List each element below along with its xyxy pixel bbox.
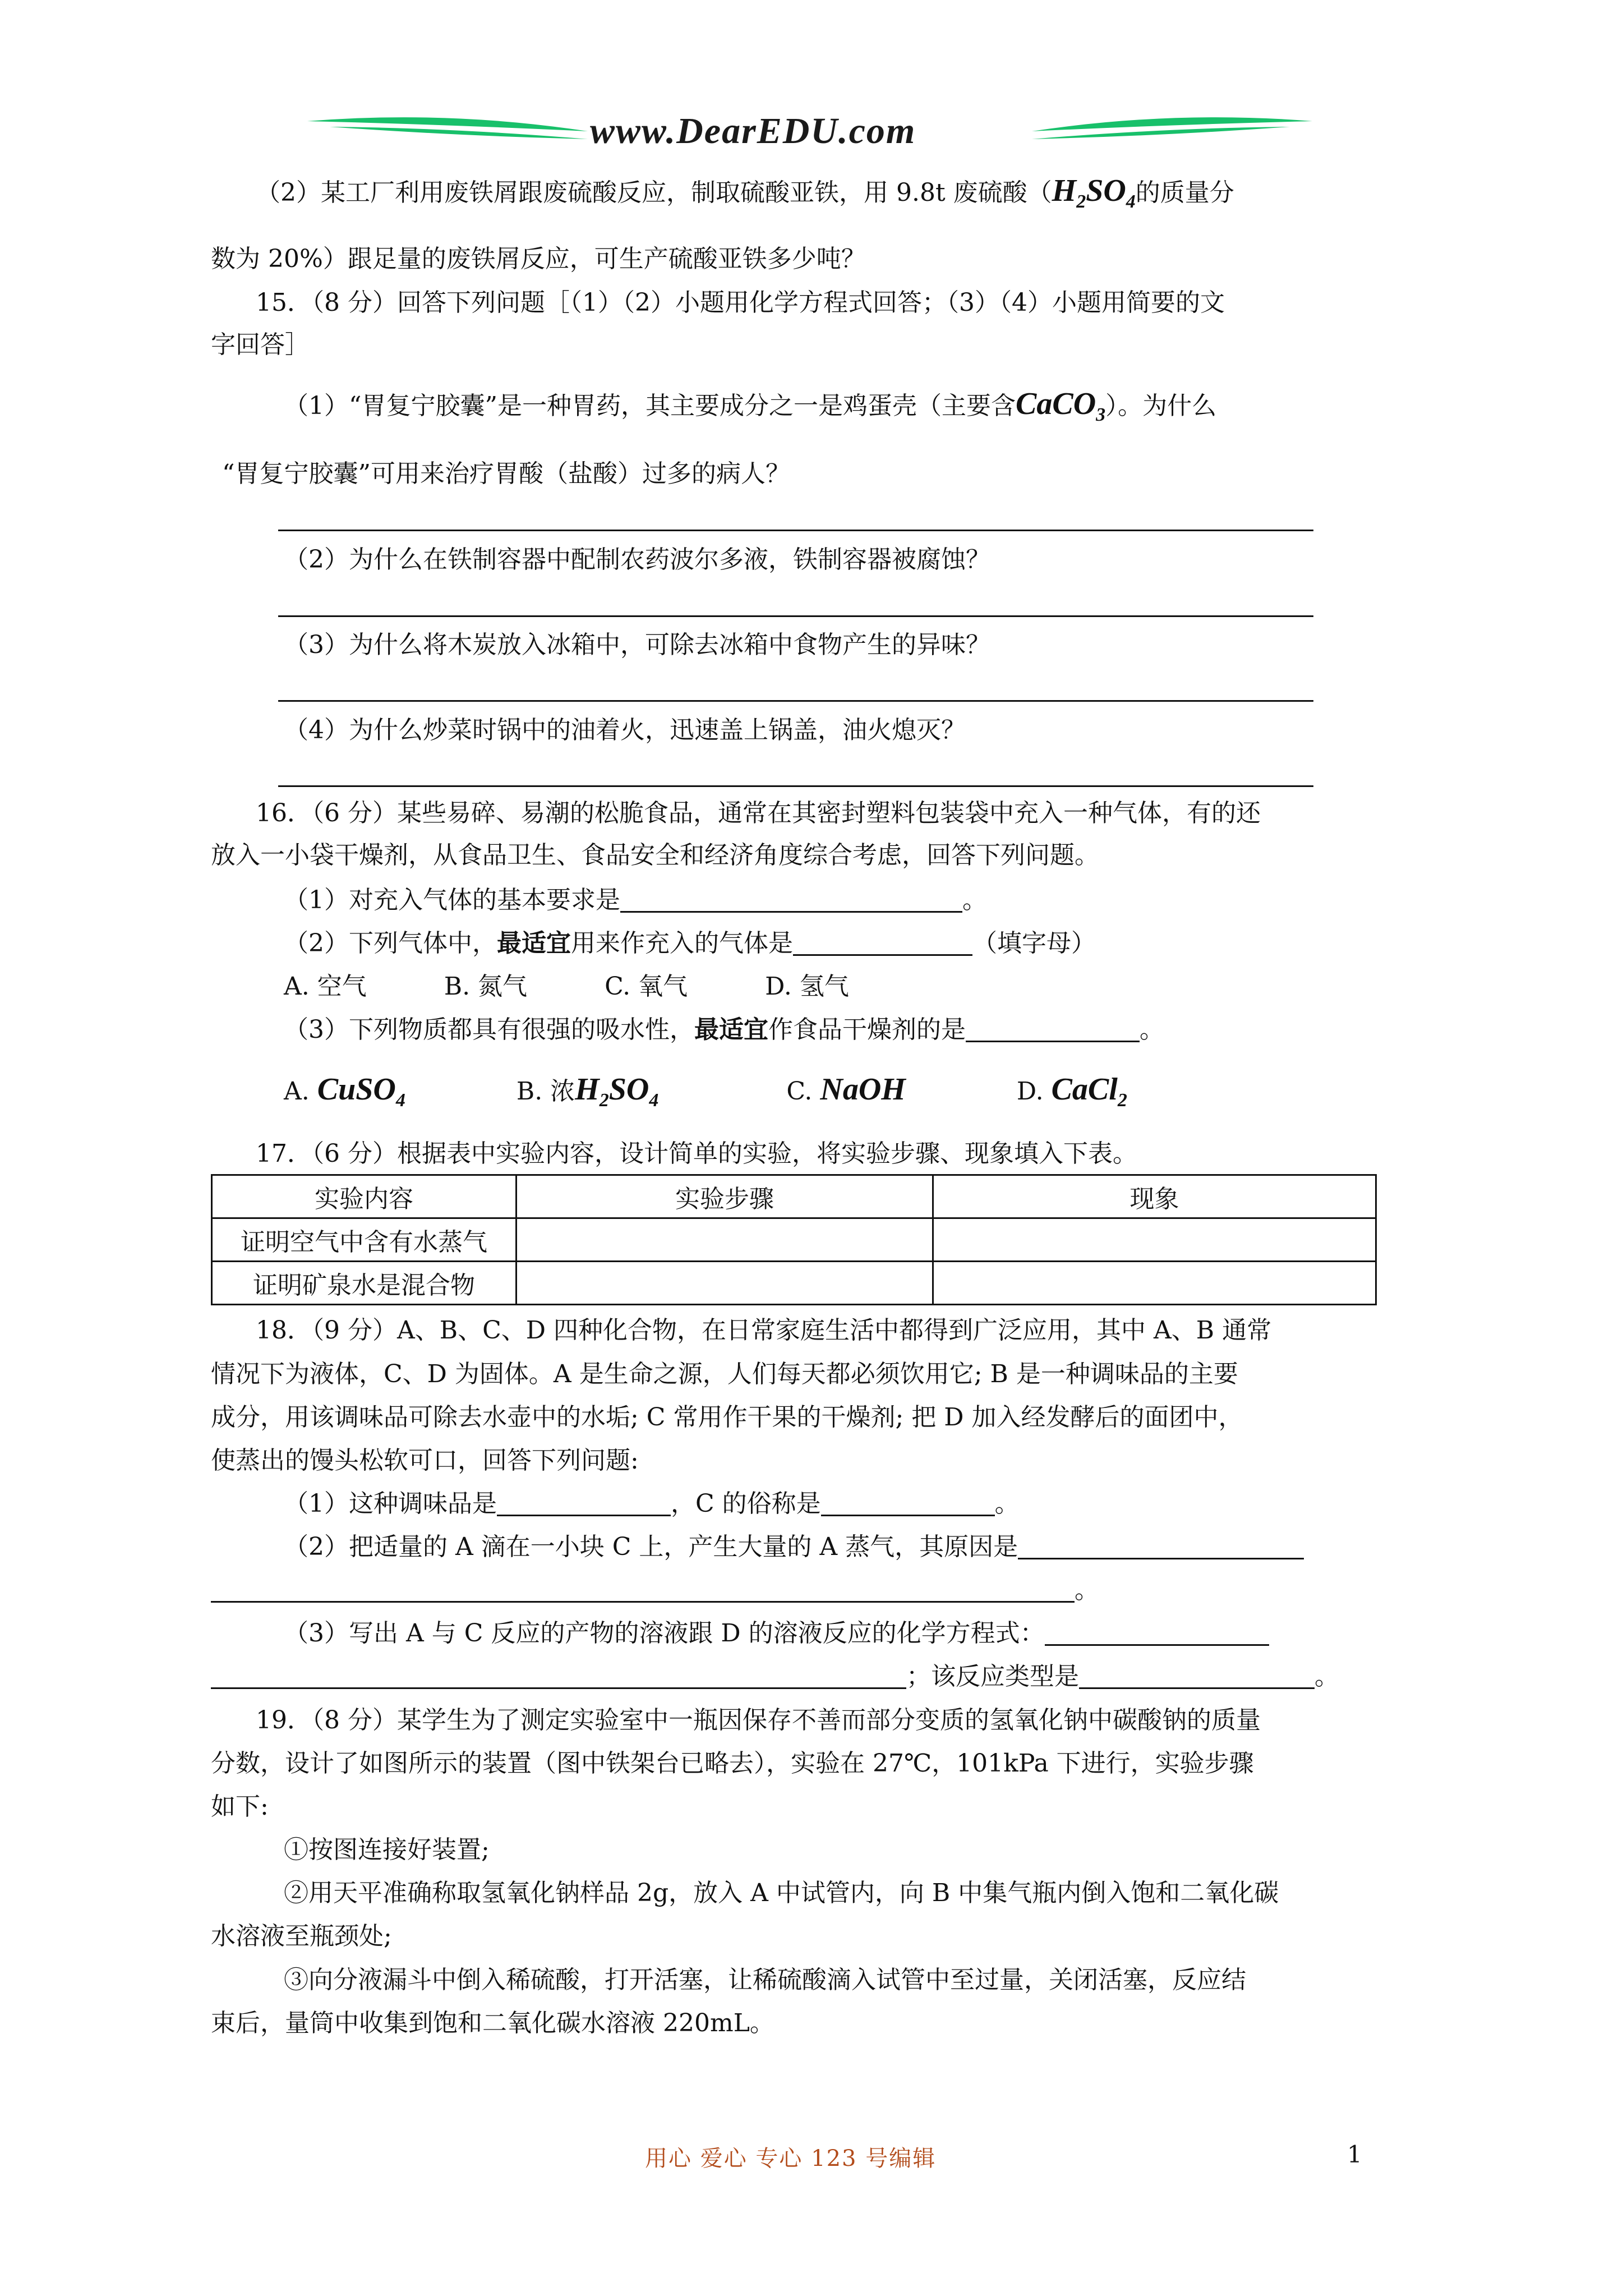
table-cell-answer[interactable] — [517, 1218, 933, 1262]
q15-part1-line2: “胃复宁胶囊”可用来治疗胃酸（盐酸）过多的病人？ — [222, 459, 790, 488]
q15-line2: 字回答］ — [211, 330, 310, 359]
q15-part2: （2）为什么在铁制容器中配制农药波尔多液，铁制容器被腐蚀？ — [284, 545, 990, 574]
q19-step2-line1: ②用天平准确称取氢氧化钠样品 2g，放入 A 中试管内，向 B 中集气瓶内倒入饱和二氧化碳 — [284, 1879, 1279, 1907]
q19-step2-line2: 水溶液至瓶颈处; — [211, 1922, 392, 1950]
table-row — [212, 1262, 1376, 1305]
table-header-cell: 实验步骤 — [517, 1175, 933, 1218]
blank-q16-3[interactable] — [966, 1015, 1140, 1042]
blank-q16-1[interactable] — [620, 885, 962, 913]
q18-part1: （1）这种调味品是 ，C 的俗称是 。 — [284, 1489, 1020, 1518]
table-row — [212, 1218, 1376, 1262]
table-cell: 证明矿泉水是混合物 — [212, 1262, 517, 1305]
option-c: C. 氧气 — [605, 972, 688, 1001]
q16-options-desiccants: A. CuSO$_4$ B. 浓$H_2SO_4$ C. NaOH D. CaCl$_2$ — [284, 1072, 1127, 1111]
answer-line-q15-3[interactable] — [278, 700, 1313, 702]
table-header-cell: 现象 — [933, 1175, 1376, 1218]
table-header-cell: 实验内容 — [212, 1175, 517, 1218]
q19-line1: 19．（8 分）某学生为了测定实验室中一瓶因保存不善而部分变质的氢氧化钠中碳酸钠的质量 — [256, 1706, 1261, 1734]
answer-line-q15-2[interactable] — [278, 615, 1313, 617]
blank-q18-reason-1[interactable] — [1018, 1532, 1304, 1559]
q19-step3-line1: ③向分液漏斗中倒入稀硫酸，打开活塞，让稀硫酸滴入试管中至过量，关闭活塞，反应结 — [284, 1966, 1246, 1994]
blank-q16-2[interactable] — [793, 928, 972, 956]
q15-line1: 15．（8 分）回答下列问题［（1）（2）小题用化学方程式回答；（3）（4）小题用简要的文 — [256, 288, 1225, 317]
blank-q18-reason-2[interactable] — [211, 1575, 1075, 1603]
blank-q18-reaction-type[interactable] — [1079, 1662, 1315, 1689]
blank-q18-equation-1[interactable] — [1045, 1618, 1269, 1646]
q17-experiment-table — [211, 1174, 1377, 1305]
table-cell: 证明空气中含有水蒸气 — [212, 1218, 517, 1262]
header-swoosh-right — [1032, 110, 1312, 155]
table-cell-answer[interactable] — [933, 1218, 1376, 1262]
q15-part4: （4）为什么炒菜时锅中的油着火，迅速盖上锅盖，油火熄灭？ — [284, 716, 966, 744]
page-number: 1 — [1347, 2141, 1362, 2168]
q16-line1: 16．（6 分）某些易碎、易潮的松脆食品，通常在其密封塑料包装袋中充入一种气体，有的还 — [256, 799, 1261, 827]
q18-part2-cont: 。 — [211, 1573, 1099, 1607]
q18-part2: （2）把适量的 A 滴在一小块 C 上，产生大量的 A 蒸气，其原因是 — [284, 1530, 1304, 1564]
blank-q18-seasoning[interactable] — [497, 1489, 671, 1516]
q19-step3-line2: 束后，量筒中收集到饱和二氧化碳水溶液 220mL。 — [211, 2009, 774, 2037]
q16-line2: 放入一小袋干燥剂，从食品卫生、食品安全和经济角度综合考虑，回答下列问题。 — [211, 841, 1099, 869]
q18-line2: 情况下为液体，C、D 为固体。A 是生命之源，人们每天都必须饮用它; B 是一种调味品的主要 — [211, 1360, 1238, 1388]
formula-h2so4: $H_2SO_4$ — [1052, 173, 1136, 213]
table-header-row — [212, 1175, 1376, 1218]
q18-line4: 使蒸出的馒头松软可口，回答下列问题: — [211, 1446, 639, 1475]
q19-line2: 分数，设计了如图所示的装置（图中铁架台已略去），实验在 27℃，101kPa 下进行，实验步骤 — [211, 1749, 1254, 1778]
option-d: D. 氢气 — [765, 972, 849, 1001]
formula-naoh: NaOH — [820, 1072, 906, 1107]
option-b: B. 氮气 — [444, 972, 528, 1001]
option-a: A. 空气 — [284, 972, 367, 1001]
q14-part2-line2: 数为 20%）跟足量的废铁屑反应，可生产硫酸亚铁多少吨？ — [211, 245, 866, 273]
q15-part1-line1: （1）“胃复宁胶囊”是一种胃药，其主要成分之一是鸡蛋壳（主要含CaCO$_3$）。为什么 — [284, 386, 1217, 426]
q17-line1: 17．（6 分）根据表中实验内容，设计简单的实验，将实验步骤、现象填入下表。 — [256, 1139, 1137, 1168]
answer-line-q15-1[interactable] — [278, 530, 1313, 531]
site-logo-text[interactable]: www.DearEDU.com — [590, 111, 916, 151]
answer-line-q15-4[interactable] — [278, 785, 1313, 787]
table-cell-answer[interactable] — [517, 1262, 933, 1305]
q16-part3: （3）下列物质都具有很强的吸水性，最适宜作食品干燥剂的是 。 — [284, 1015, 1164, 1044]
footer-text: 用心 爱心 专心 123 号编辑 — [645, 2146, 937, 2171]
formula-caco3: CaCO$_3$ — [1015, 386, 1106, 426]
formula-cacl2: CaCl$_2$ — [1051, 1072, 1127, 1111]
q18-part3-cont: ；该反应类型是 。 — [211, 1660, 1339, 1694]
q16-options-gases — [284, 970, 849, 1004]
q16-part1: （1）对充入气体的基本要求是 。 — [284, 886, 987, 914]
q14-part2-line1: （2）某工厂利用废铁屑跟废硫酸反应，制取硫酸亚铁，用 9.8t 废硫酸（$H_2SO_4$的质量分 — [256, 173, 1234, 213]
q18-line1: 18．（9 分）A、B、C、D 四种化合物，在日常家庭生活中都得到广泛应用，其中 A、B 通常 — [256, 1316, 1272, 1345]
q19-step1: ①按图连接好装置; — [284, 1835, 490, 1864]
blank-q18-c-name[interactable] — [821, 1489, 995, 1516]
table-cell-answer[interactable] — [933, 1262, 1376, 1305]
q19-line3: 如下: — [211, 1792, 269, 1821]
formula-cuso4: CuSO$_4$ — [317, 1072, 405, 1111]
q18-line3: 成分，用该调味品可除去水壶中的水垢; C 常用作干果的干燥剂; 把 D 加入经发酵后的面团中， — [211, 1403, 1243, 1432]
q18-part3: （3）写出 A 与 C 反应的产物的溶液跟 D 的溶液反应的化学方程式： — [284, 1617, 1269, 1650]
q15-part3: （3）为什么将木炭放入冰箱中，可除去冰箱中食物产生的异味？ — [284, 631, 990, 659]
header-swoosh-left — [307, 110, 588, 155]
q16-part2: （2）下列气体中，最适宜用来作充入的气体是 （填字母） — [284, 929, 1096, 958]
blank-q18-equation-2[interactable] — [211, 1662, 906, 1689]
formula-conc-h2so4: $H_2SO_4$ — [575, 1072, 659, 1111]
